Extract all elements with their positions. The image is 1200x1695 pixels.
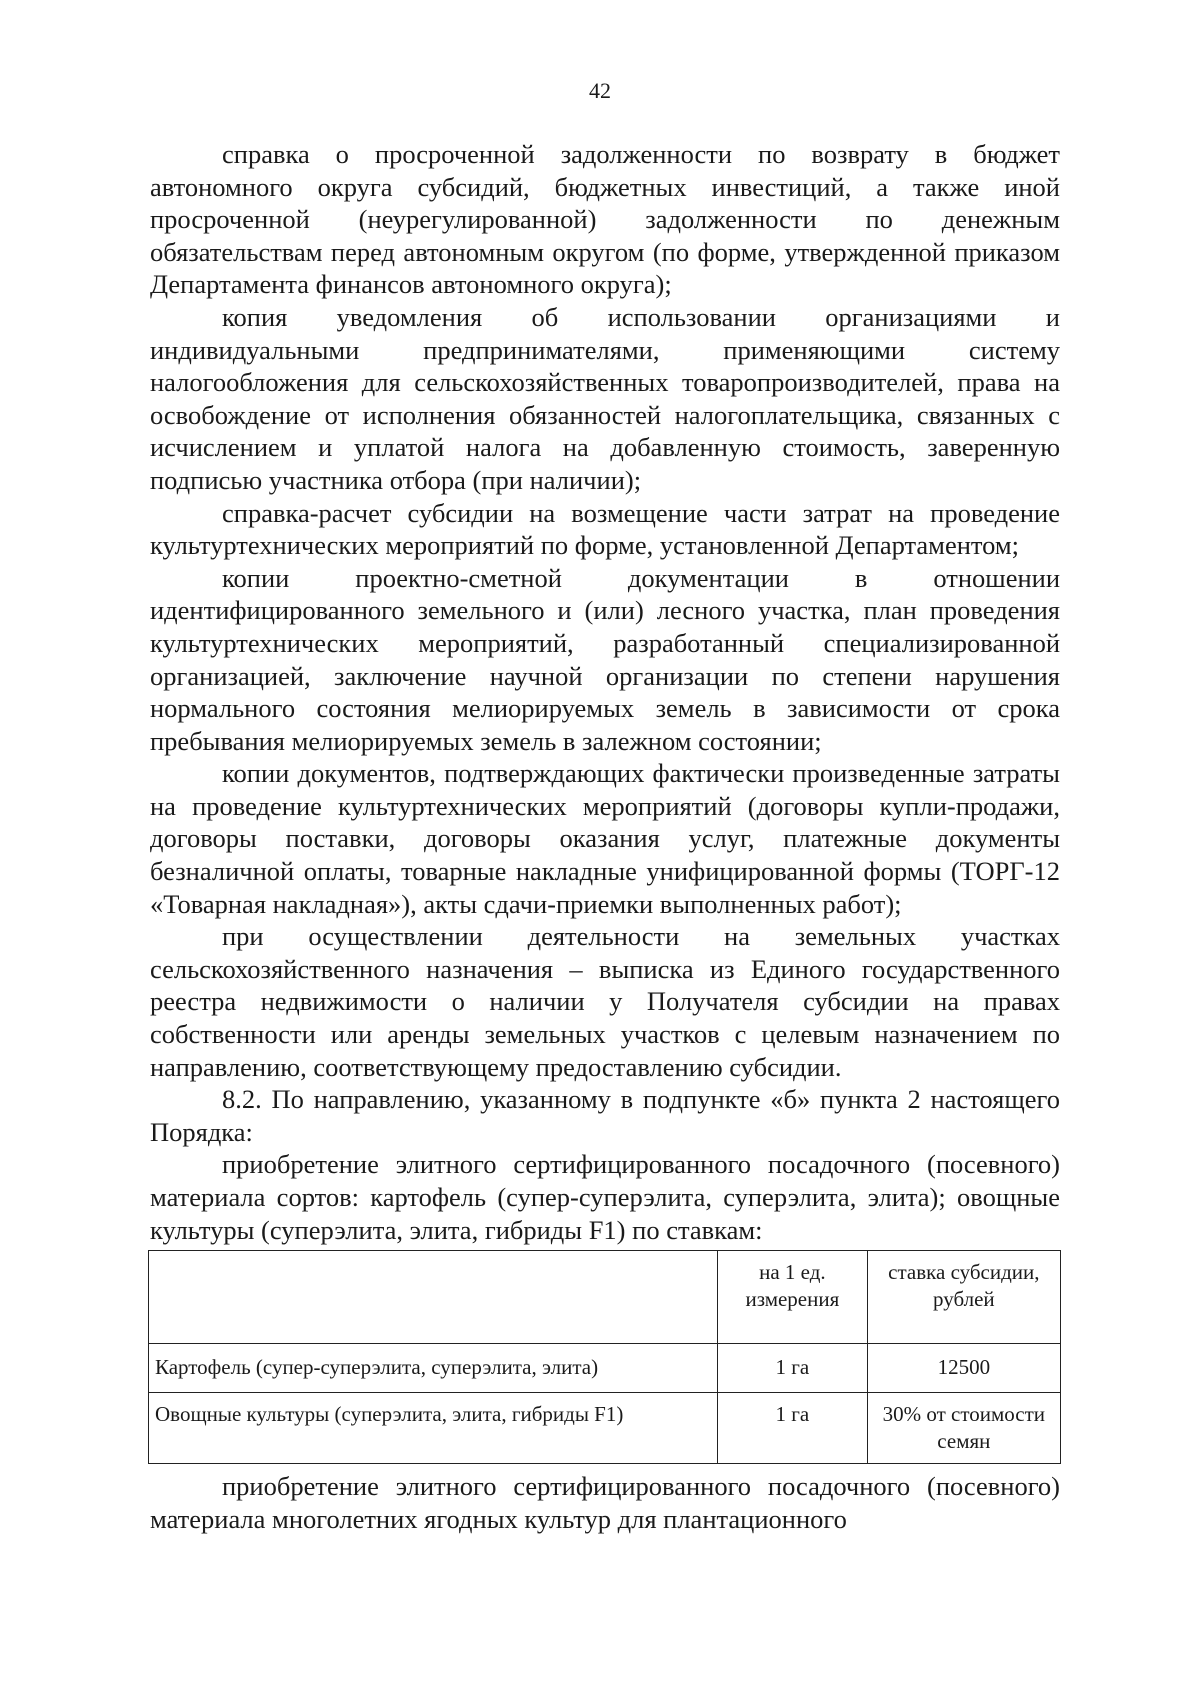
paragraph-overdue-debt-certificate: справка о просроченной задолженности по возврату в бюджет автономного округа субсидий, бюджетных инвестиций, а также иной просроченной (неурегулированной) задолженности по денежным обязательствам перед автономным округом (по форме, утвержденной приказом Департамента финансов автономного округа); bbox=[150, 139, 1060, 300]
table-cell: 1 га bbox=[718, 1344, 868, 1393]
paragraph-design-documentation: копии проектно-сметной документации в отношении идентифицированного земельного и (или) лесного участка, план проведения культуртехнических мероприятий, разработанный специализированной организацией, заключение научной организации по степени нарушения нормального состояния мелиорируемых земель в зависимости от срока пребывания мелиорируемых земель в залежном состоянии; bbox=[150, 562, 1060, 756]
table-cell: 30% от стоимости семян bbox=[867, 1393, 1060, 1464]
table-row bbox=[149, 1344, 1061, 1393]
table-cell: Овощные культуры (суперэлита, элита, гибриды F1) bbox=[149, 1393, 718, 1464]
table-header-cell bbox=[149, 1251, 718, 1344]
table-cell: 12500 bbox=[867, 1344, 1060, 1393]
paragraph-berry-seedlings: приобретение элитного сертифицированного посадочного (посевного) материала многолетних ягодных культур для плантационного bbox=[150, 1471, 1060, 1534]
page-number: 42 bbox=[589, 78, 611, 103]
paragraph-section-8-2: 8.2. По направлению, указанному в подпункте «б» пункта 2 настоящего Порядка: bbox=[150, 1084, 1060, 1147]
table-cell: 1 га bbox=[718, 1393, 868, 1464]
table-header-cell: ставка субсидии, рублей bbox=[867, 1251, 1060, 1344]
paragraph-vat-exemption-notice: копия уведомления об использовании организациями и индивидуальными предпринимателями, применяющими систему налогообложения для сельскохозяйственных товаропроизводителей, права на освобождение от исполнения обязанностей налогоплательщика, связанных с исчислением и уплатой налога на добавленную стоимость, заверенную подписью участника отбора (при наличии); bbox=[150, 301, 1060, 495]
paragraph-cost-documents: копии документов, подтверждающих фактически произведенные затраты на проведение культуртехнических мероприятий (договоры купли-продажи, договоры поставки, договоры оказания услуг, платежные документы безналичной оплаты, товарные накладные унифицированной формы (ТОРГ-12 «Товарная накладная»), акты сдачи-приемки выполненных работ); bbox=[150, 758, 1060, 919]
paragraph-subsidy-calculation: справка-расчет субсидии на возмещение части затрат на проведение культуртехнических мероприятий по форме, установленной Департаментом; bbox=[150, 497, 1060, 561]
table-cell: Картофель (супер-суперэлита, суперэлита, элита) bbox=[149, 1344, 718, 1393]
subsidy-rates-table bbox=[148, 1250, 1061, 1464]
table-header-cell: на 1 ед. измерения bbox=[718, 1251, 868, 1344]
paragraph-seed-material-rates: приобретение элитного сертифицированного посадочного (посевного) материала сортов: картофель (супер-суперэлита, суперэлита, элита); овощные культуры (суперэлита, элита, гибриды F1) по ставкам: bbox=[150, 1149, 1060, 1245]
table-header-row bbox=[149, 1251, 1061, 1344]
table-row bbox=[149, 1393, 1061, 1464]
document-body bbox=[150, 138, 1060, 1535]
paragraph-land-registry-extract: при осуществлении деятельности на земельных участках сельскохозяйственного назначения – выписка из Единого государственного реестра недвижимости о наличии у Получателя субсидии на правах собственности или аренды земельных участков с целевым назначением по направлению, соответствующему предоставлению субсидии. bbox=[150, 921, 1060, 1082]
